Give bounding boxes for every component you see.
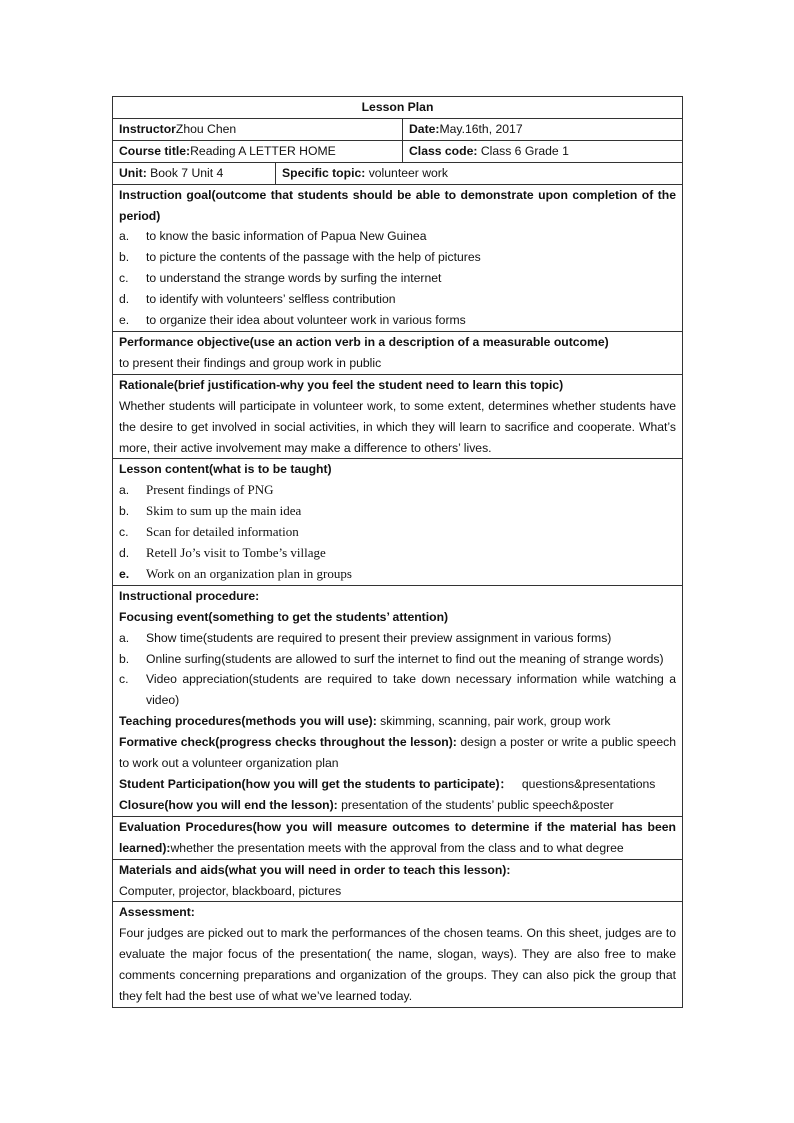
list-item: c. Scan for detailed information bbox=[119, 524, 299, 540]
performance-section bbox=[113, 331, 682, 374]
materials-text: Computer, projector, blackboard, pictures bbox=[119, 883, 342, 898]
list-item: a. Present findings of PNG bbox=[119, 482, 274, 498]
rationale-heading: Rationale(brief justification-why you feel the student need to learn this topic) bbox=[119, 377, 564, 392]
assessment-section bbox=[113, 901, 682, 1007]
evaluation-label: Evaluation Procedures(how you will measure outcomes to determine if the material has been learned): bbox=[119, 819, 676, 855]
assessment-text: Four judges are picked out to mark the performances of the chosen teams. On this sheet, judges are to evaluate the major focus of the presentation( the name, slogan, ways). They are also free to make comments concerning preparations and organization of the groups. They can also pick the group that they felt had the best use of what we’ve learned today. bbox=[119, 926, 676, 1004]
class-code-cell bbox=[403, 141, 575, 162]
lesson-content-heading: Lesson content(what is to be taught) bbox=[119, 462, 332, 477]
procedure-heading: Instructional procedure: bbox=[119, 588, 260, 603]
focus-heading: Focusing event(something to get the students’ attention) bbox=[119, 609, 449, 624]
lesson-content-section bbox=[113, 458, 682, 584]
page-title: Lesson Plan bbox=[361, 100, 434, 114]
list-item: e. to organize their idea about volunteer work in various forms bbox=[119, 313, 466, 328]
unit-cell bbox=[113, 163, 276, 184]
instructor-label: Instructor bbox=[119, 121, 176, 136]
procedure-section bbox=[113, 585, 682, 816]
class-code-value: Class 6 Grade 1 bbox=[480, 143, 569, 158]
rationale-text: Whether students will participate in volunteer work, to some extent, determines whether students have the desire to get involved in social activities, in which they will learn to sacrifice and cooperate. What’s more, their active involvement may make a difference to others’ lives. bbox=[119, 398, 676, 455]
topic-value: volunteer work bbox=[368, 165, 448, 180]
rationale-section bbox=[113, 374, 682, 459]
assessment-heading: Assessment: bbox=[119, 905, 195, 920]
list-item: e. Work on an organization plan in groups bbox=[119, 565, 352, 581]
lesson-plan-table bbox=[112, 96, 683, 1008]
list-item: c. Video appreciation(students are required to take down necessary information while watching a video) bbox=[119, 672, 676, 708]
evaluation-section bbox=[113, 816, 682, 859]
closure-line: Closure(how you will end the lesson): presentation of the students’ public speech&poster bbox=[119, 797, 614, 812]
topic-cell bbox=[276, 163, 454, 184]
instruction-goal-heading: Instruction goal(outcome that students should be able to demonstrate upon completion of the period) bbox=[119, 187, 676, 223]
performance-text: to present their findings and group work in public bbox=[119, 355, 382, 370]
unit-label: Unit: bbox=[119, 165, 147, 180]
performance-heading: Performance objective(use an action verb in a description of a measurable outcome) bbox=[119, 334, 609, 349]
class-code-label: Class code: bbox=[409, 143, 478, 158]
teaching-line: Teaching procedures(methods you will use): skimming, scanning, pair work, group work bbox=[119, 714, 611, 729]
materials-heading: Materials and aids(what you will need in order to teach this lesson): bbox=[119, 862, 511, 877]
instructor-value: Zhou Chen bbox=[175, 121, 237, 136]
course-class-row bbox=[113, 140, 682, 162]
list-item: b. Online surfing(students are allowed to surf the internet to find out the meaning of strange words) bbox=[119, 651, 664, 666]
list-item: d. Retell Jo’s visit to Tombe’s village bbox=[119, 545, 326, 561]
evaluation-text: whether the presentation meets with the approval from the class and to what degree bbox=[170, 840, 624, 855]
instructor-date-row bbox=[113, 118, 682, 140]
instruction-goal-section bbox=[113, 184, 682, 331]
date-value: May.16th, 2017 bbox=[439, 121, 523, 136]
formative-line: Formative check(progress checks throughout the lesson): design a poster or write a public speech to work out a volunteer organization plan bbox=[119, 735, 676, 771]
course-cell bbox=[113, 141, 403, 162]
list-item: b. Skim to sum up the main idea bbox=[119, 503, 302, 519]
list-item: c. to understand the strange words by surfing the internet bbox=[119, 271, 442, 286]
list-item: d. to identify with volunteers’ selfless contribution bbox=[119, 292, 396, 307]
date-cell bbox=[403, 119, 529, 140]
date-label: Date: bbox=[409, 121, 440, 136]
instructor-cell bbox=[113, 119, 403, 140]
list-item: a. to know the basic information of Papua New Guinea bbox=[119, 229, 427, 244]
course-value: Reading A LETTER HOME bbox=[190, 143, 336, 158]
course-label: Course title: bbox=[119, 143, 191, 158]
unit-topic-row bbox=[113, 162, 682, 184]
materials-section bbox=[113, 859, 682, 902]
unit-value: Book 7 Unit 4 bbox=[150, 165, 224, 180]
list-item: b. to picture the contents of the passage with the help of pictures bbox=[119, 250, 481, 265]
topic-label: Specific topic: bbox=[282, 165, 366, 180]
list-item: a. Show time(students are required to present their preview assignment in various forms) bbox=[119, 630, 612, 645]
participation-line: Student Participation(how you will get the students to participate)： questions&presentations bbox=[119, 777, 656, 791]
